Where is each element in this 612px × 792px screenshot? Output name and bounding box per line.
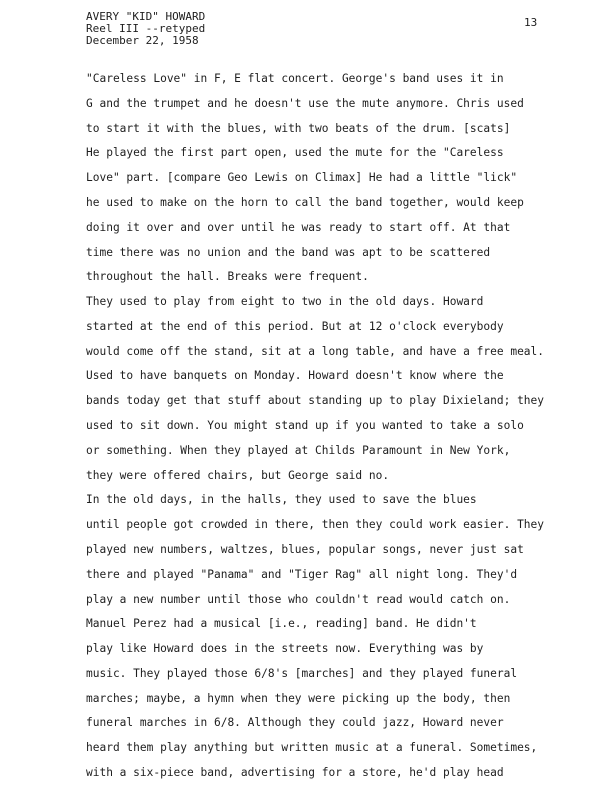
interviewee-name: AVERY "KID" HOWARD	[86, 10, 206, 23]
text-line: to start it with the blues, with two beats of the drum. [scats]	[86, 122, 511, 135]
text-line: until people got crowded in there, then they could work easier. They	[86, 518, 545, 531]
text-line: or something. When they played at Childs Paramount in New York,	[86, 444, 511, 457]
text-line: "Careless Love" in F, E flat concert. George's band uses it in	[86, 72, 504, 85]
text-line: He played the first part open, used the mute for the "Careless	[86, 146, 504, 159]
text-line: play like Howard does in the streets now. Everything was by	[86, 642, 484, 655]
text-line: They used to play from eight to two in the old days. Howard	[86, 295, 484, 308]
text-line: time there was no union and the band was apt to be scattered	[86, 246, 491, 259]
text-line: bands today get that stuff about standing up to play Dixieland; they	[86, 394, 545, 407]
text-line: he used to make on the horn to call the band together, would keep	[86, 196, 524, 209]
text-line: play a new number until those who couldn't read would catch on.	[86, 593, 511, 606]
text-line: marches; maybe, a hymn when they were picking up the body, then	[86, 692, 511, 705]
text-line: Love" part. [compare Geo Lewis on Climax] He had a little "lick"	[86, 171, 518, 184]
text-line: there and played "Panama" and "Tiger Rag" all night long. They'd	[86, 568, 518, 581]
text-line: G and the trumpet and he doesn't use the mute anymore. Chris used	[86, 97, 524, 110]
text-line: they were offered chairs, but George said no.	[86, 469, 390, 482]
text-line: funeral marches in 6/8. Although they could jazz, Howard never	[86, 716, 504, 729]
text-line: doing it over and over until he was ready to start off. At that	[86, 221, 511, 234]
text-line: music. They played those 6/8's [marches] and they played funeral	[86, 667, 518, 680]
text-line: with a six-piece band, advertising for a store, he'd play head	[86, 766, 504, 779]
reel-label: Reel III --retyped	[86, 22, 206, 35]
text-line: In the old days, in the halls, they used to save the blues	[86, 493, 477, 506]
text-line: played new numbers, waltzes, blues, popular songs, never just sat	[86, 543, 524, 556]
text-line: heard them play anything but written music at a funeral. Sometimes,	[86, 741, 538, 754]
page-number: 13	[524, 16, 538, 29]
text-line: used to sit down. You might stand up if you wanted to take a solo	[86, 419, 524, 432]
transcript-header	[86, 11, 205, 47]
text-line: Used to have banquets on Monday. Howard doesn't know where the	[86, 369, 504, 382]
text-line: would come off the stand, sit at a long table, and have a free meal.	[86, 345, 545, 358]
text-line: throughout the hall. Breaks were frequent.	[86, 270, 369, 283]
interview-date: December 22, 1958	[86, 34, 199, 47]
text-line: Manuel Perez had a musical [i.e., reading] band. He didn't	[86, 617, 477, 630]
text-line: started at the end of this period. But at 12 o'clock everybody	[86, 320, 504, 333]
